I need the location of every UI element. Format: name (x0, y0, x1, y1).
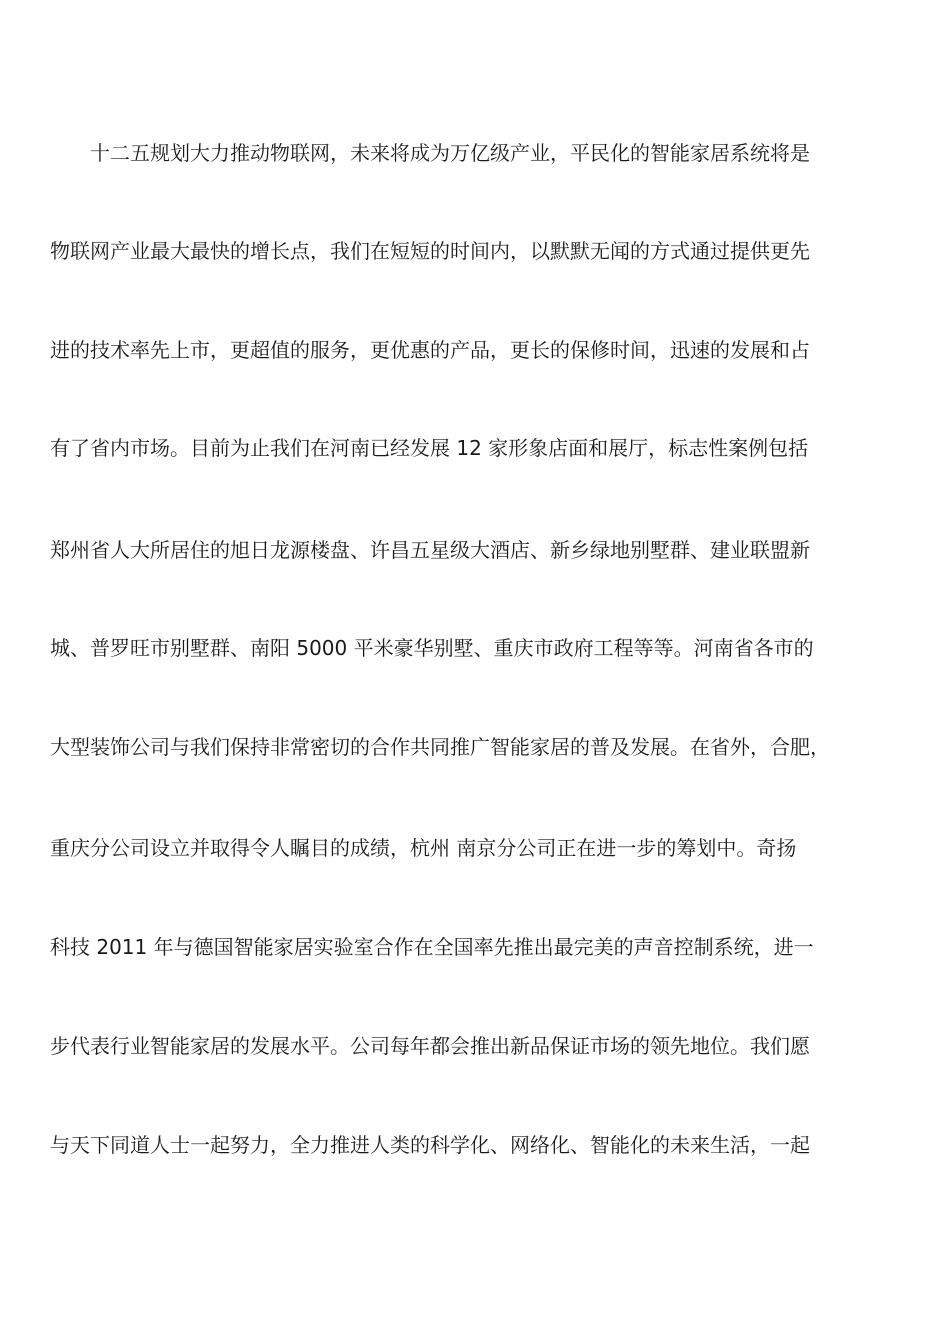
paragraph-line-9: 科技 2011 年与德国智能家居实验室合作在全国率先推出最完美的声音控制系统，进一 (50, 935, 814, 959)
paragraph-line-2: 物联网产业最大最快的增长点，我们在短短的时间内，以默默无闻的方式通过提供更先 (50, 239, 810, 263)
paragraph-line-1: 十二五规划大力推动物联网，未来将成为万亿级产业，平民化的智能家居系统将是 (90, 141, 810, 165)
paragraph-line-8: 重庆分公司设立并取得令人瞩目的成绩，杭州 南京分公司正在进一步的筹划中。奇扬 (50, 836, 797, 860)
paragraph-line-6: 城、普罗旺市别墅群、南阳 5000 平米豪华别墅、重庆市政府工程等等。河南省各市的 (50, 636, 814, 660)
paragraph-line-10: 步代表行业智能家居的发展水平。公司每年都会推出新品保证市场的领先地位。我们愿 (50, 1034, 810, 1058)
paragraph-line-3: 进的技术率先上市，更超值的服务，更优惠的产品，更长的保修时间，迅速的发展和占 (50, 338, 810, 362)
paragraph-line-11: 与天下同道人士一起努力，全力推进人类的科学化、网络化、智能化的未来生活，一起 (50, 1133, 810, 1157)
paragraph-line-5: 郑州省人大所居住的旭日龙源楼盘、许昌五星级大酒店、新乡绿地别墅群、建业联盟新 (50, 538, 810, 562)
paragraph-line-4: 有了省内市场。目前为止我们在河南已经发展 12 家形象店面和展厅，标志性案例包括 (50, 436, 809, 460)
paragraph-line-7: 大型装饰公司与我们保持非常密切的合作共同推广智能家居的普及发展。在省外，合肥， (50, 735, 830, 759)
